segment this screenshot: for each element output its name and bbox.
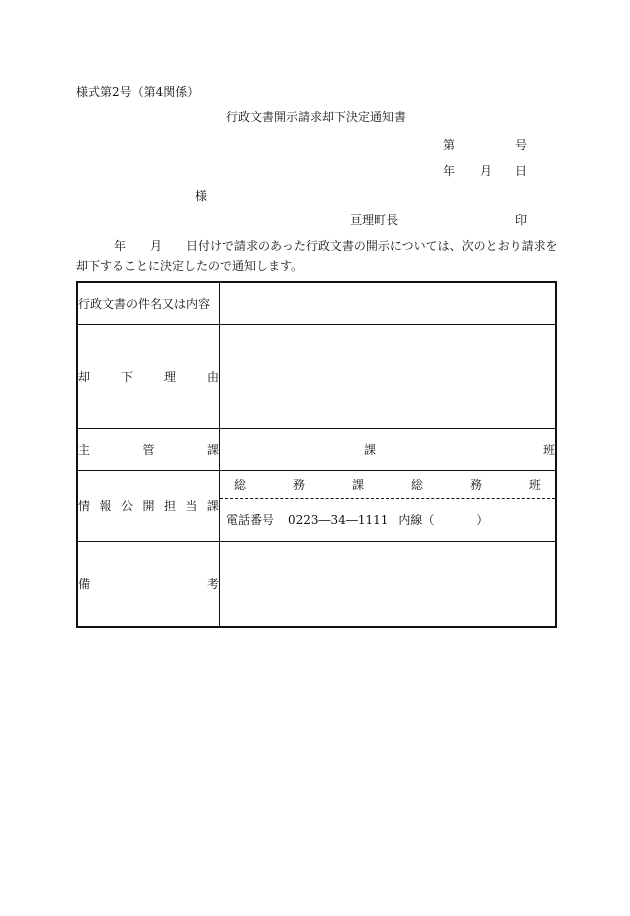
label-char: 管 <box>142 442 155 457</box>
value-rejection-reason <box>220 324 557 428</box>
label-info-disclosure-dept <box>77 470 220 541</box>
body-year: 年 <box>114 239 127 253</box>
issuer-name: 亘理町長 <box>350 213 399 227</box>
number-prefix: 第 <box>443 138 456 152</box>
addressee-suffix: 様 <box>195 189 208 203</box>
label-char: 課 <box>206 442 219 457</box>
notice-body <box>76 236 556 276</box>
table-row-info-disclosure-dept <box>77 470 556 541</box>
label-char: 開 <box>142 499 155 513</box>
date-day: 日 <box>515 164 528 178</box>
label-document-subject: 行政文書の件名又は内容 <box>77 282 220 324</box>
label-responsible-dept <box>77 428 220 470</box>
table-row-document-subject <box>77 282 556 324</box>
value-responsible-dept <box>220 428 557 470</box>
table-row-responsible-dept <box>77 428 556 470</box>
dept-char: 総 <box>234 477 247 492</box>
label-char: 当 <box>185 499 198 513</box>
body-text-1: 日付けで請求のあった行政文書の開示については、次のとおり請求を <box>186 239 558 253</box>
label-char: 課 <box>206 499 219 513</box>
dept-unit-section: 課 <box>364 442 377 457</box>
table-row-rejection-reason <box>77 324 556 428</box>
date-month: 月 <box>480 164 493 178</box>
dept-unit-team: 班 <box>542 442 555 457</box>
document-title: 行政文書開示請求却下決定通知書 <box>226 110 407 124</box>
value-remarks <box>220 541 557 627</box>
value-document-subject <box>220 282 557 324</box>
phone-line <box>220 499 555 541</box>
label-char: 公 <box>120 499 133 513</box>
body-text-2: 却下することに決定したので通知します。 <box>76 259 304 273</box>
notice-body-line-1 <box>76 236 556 256</box>
table-row-remarks <box>77 541 556 627</box>
label-rejection-reason <box>77 324 220 428</box>
dept-char: 務 <box>292 477 305 492</box>
rejection-details-table <box>76 281 557 628</box>
label-char: 考 <box>206 577 219 592</box>
dept-char: 課 <box>351 477 364 492</box>
extension-label: 内線（ <box>398 513 435 527</box>
dept-name-line <box>220 471 555 499</box>
number-suffix: 号 <box>515 138 528 152</box>
label-remarks <box>77 541 220 627</box>
date-year: 年 <box>443 164 456 178</box>
dept-char: 務 <box>469 477 482 492</box>
label-char: 却 <box>78 369 91 384</box>
value-info-disclosure-dept <box>220 470 557 541</box>
phone-label: 電話番号 <box>226 513 275 527</box>
label-char: 報 <box>99 499 112 513</box>
dept-char: 班 <box>528 477 541 492</box>
extension-close: ） <box>476 513 489 527</box>
dept-char: 総 <box>410 477 423 492</box>
label-char: 由 <box>206 369 219 384</box>
label-char: 主 <box>78 442 91 457</box>
label-char: 下 <box>120 369 133 384</box>
label-char: 情 <box>78 499 91 513</box>
label-char: 備 <box>78 577 91 592</box>
seal-mark: 印 <box>515 213 528 227</box>
label-char: 担 <box>163 499 176 513</box>
form-number: 様式第2号（第4関係） <box>76 85 200 99</box>
label-char: 理 <box>163 369 176 384</box>
body-month: 月 <box>150 239 163 253</box>
phone-number: 0223―34―1111 <box>288 512 389 527</box>
